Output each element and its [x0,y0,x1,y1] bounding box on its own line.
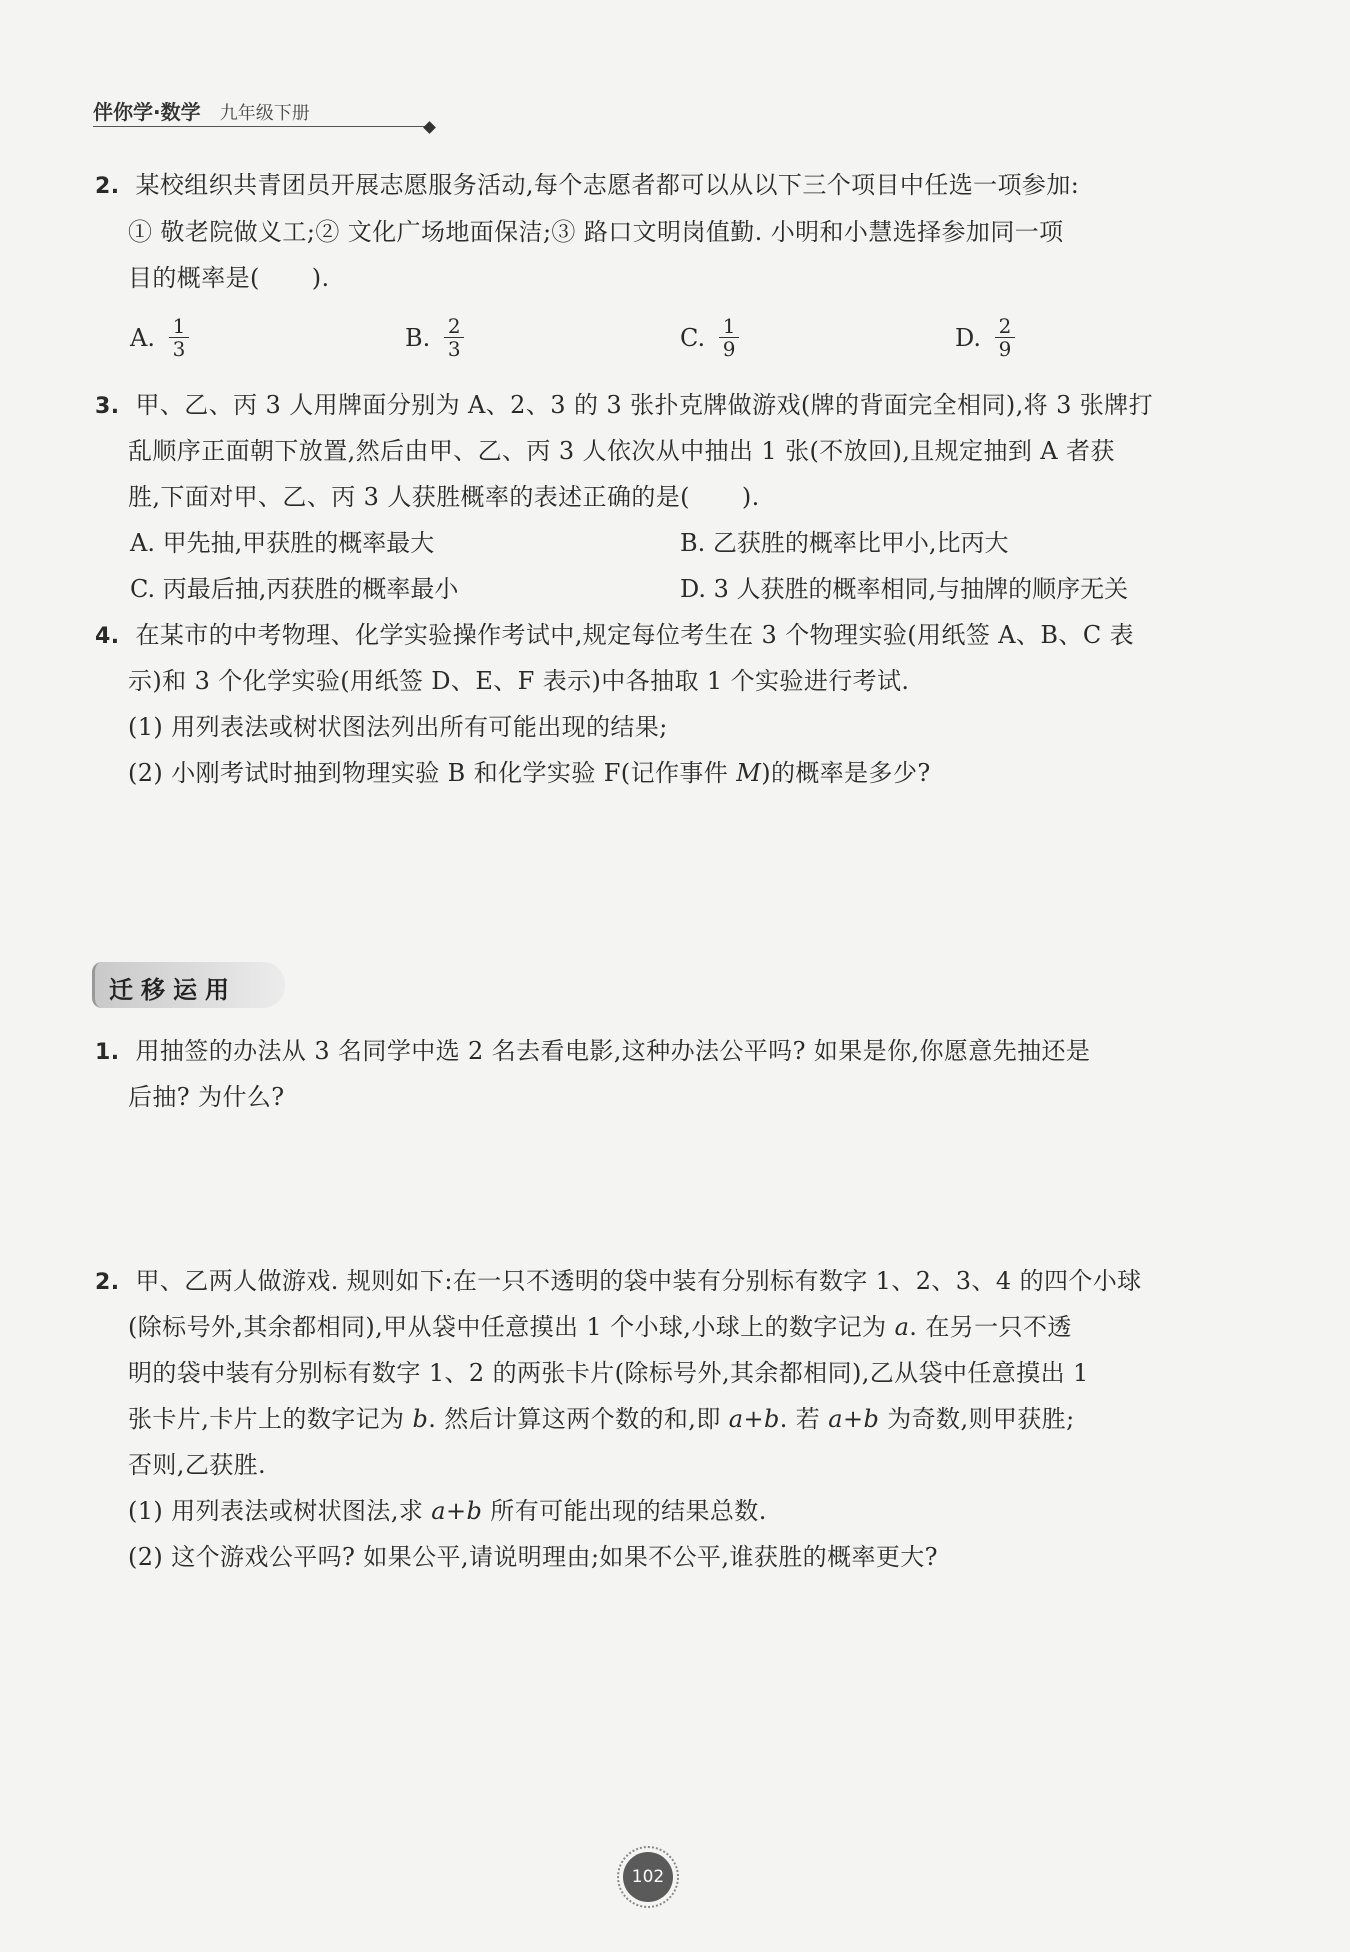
q2-text-3a: 目的概率是( [128,264,260,292]
fraction [444,315,464,360]
q2-text-1: 某校组织共青团员开展志愿服务活动,每个志愿者都可以从以下三个项目中任选一项参加: [135,171,1080,199]
denominator: 9 [722,337,736,361]
book-grade: 九年级下册 [219,103,310,124]
q2-line-2: ① 敬老院做义工;② 文化广场地面保洁;③ 路口文明岗值勤. 小明和小慧选择参加同一项 [128,218,1064,246]
denominator: 3 [172,337,186,361]
option-label: C. [680,323,706,352]
t1-line-1 [95,1036,1090,1068]
q3-option-a: A. 甲先抽,甲获胜的概率最大 [130,529,435,557]
section-title: 迁移运用 [109,976,237,1004]
t2-sub-1a: (1) 用列表法或树状图法,求 [128,1497,432,1525]
numerator: 1 [722,314,736,338]
q3-line-3 [128,482,760,512]
t2-sub-expr: a+b [431,1497,483,1525]
q4-sub-2 [128,758,931,788]
q3-option-b: B. 乙获胜的概率比甲小,比丙大 [680,529,1009,557]
t2-line-4 [128,1404,1075,1434]
t2-var-b: b [412,1405,429,1433]
q4-line-1 [95,620,1134,652]
numerator: 1 [172,314,186,338]
t2-line-5: 否则,乙获胜. [128,1451,267,1479]
t2-text-2b: . 在另一只不透 [909,1313,1072,1341]
denominator: 3 [447,337,461,361]
q3-text-1: 甲、乙、丙 3 人用牌面分别为 A、2、3 的 3 张扑克牌做游戏(牌的背面完全相同),将 3 张牌打 [135,391,1153,419]
book-brand: 伴你学·数学 [93,100,201,124]
denominator: 9 [998,337,1012,361]
fraction [995,315,1015,360]
page-header [93,96,428,127]
q3-line-1 [95,390,1153,422]
numerator: 2 [998,314,1012,338]
page-number-badge [623,1852,673,1902]
q4-event-var: M [736,759,762,787]
q4-sub-2a: (2) 小刚考试时抽到物理实验 B 和化学实验 F(记作事件 [128,759,737,787]
q2-option-a [130,315,189,360]
fraction [719,315,739,360]
t2-line-3: 明的袋中装有分别标有数字 1、2 的两张卡片(除标号外,其余都相同),乙从袋中任意摸出 1 [128,1359,1089,1387]
t2-text-4a: 张卡片,卡片上的数字记为 [128,1405,413,1433]
q4-text-1: 在某市的中考物理、化学实验操作考试中,规定每位考生在 3 个物理实验(用纸签 A、B、C 表 [135,621,1135,649]
q2-line-3 [128,263,330,293]
option-label: A. [130,323,155,352]
t2-text-1: 甲、乙两人做游戏. 规则如下:在一只不透明的袋中装有分别标有数字 1、2、3、4 的四个小球 [135,1267,1142,1295]
numerator: 2 [447,314,461,338]
q2-option-c [680,315,739,360]
t1-line-2: 后抽? 为什么? [128,1083,285,1111]
section-badge [92,962,285,1008]
fraction [169,315,189,360]
t2-line-1 [95,1266,1142,1298]
t2-text-4b: . 然后计算这两个数的和,即 [428,1405,729,1433]
page-number: 102 [631,1867,665,1887]
t2-expr-sum: a+b [728,1405,780,1433]
t2-sub-1 [128,1496,767,1526]
q3-text-3b: ). [741,483,760,511]
q4-sub-2b: )的概率是多少? [761,759,931,787]
t1-number: 1. [95,1040,120,1065]
q2-line-1 [95,170,1079,202]
t2-text-4c: . 若 [779,1405,829,1433]
q4-number: 4. [95,624,120,649]
t2-text-4d: 为奇数,则甲获胜; [879,1405,1075,1433]
diamond-icon [423,121,436,134]
q2-option-d [955,315,1015,360]
q2-text-3b: ). [311,264,330,292]
t2-sub-2: (2) 这个游戏公平吗? 如果公平,请说明理由;如果不公平,谁获胜的概率更大? [128,1543,938,1571]
q3-text-3a: 胜,下面对甲、乙、丙 3 人获胜概率的表述正确的是( [128,483,690,511]
option-label: B. [405,323,431,352]
q3-number: 3. [95,394,120,419]
q3-option-d: D. 3 人获胜的概率相同,与抽牌的顺序无关 [680,575,1129,603]
t2-expr-sum-2: a+b [828,1405,880,1433]
q2-number: 2. [95,174,120,199]
t2-line-2 [128,1312,1072,1342]
q2-option-b [405,315,464,360]
q3-line-2: 乱顺序正面朝下放置,然后由甲、乙、丙 3 人依次从中抽出 1 张(不放回),且规定抽到 A 者获 [128,437,1115,465]
t2-var-a: a [894,1313,910,1341]
t2-number: 2. [95,1270,120,1295]
q4-sub-1: (1) 用列表法或树状图法列出所有可能出现的结果; [128,713,668,741]
option-label: D. [955,323,982,352]
t2-sub-1b: 所有可能出现的结果总数. [482,1497,767,1525]
q4-line-2: 示)和 3 个化学实验(用纸签 D、E、F 表示)中各抽取 1 个实验进行考试. [128,667,910,695]
q3-option-c: C. 丙最后抽,丙获胜的概率最小 [130,575,459,603]
t1-text-1: 用抽签的办法从 3 名同学中选 2 名去看电影,这种办法公平吗? 如果是你,你愿意先抽还是 [135,1037,1091,1065]
t2-text-2a: (除标号外,其余都相同),甲从袋中任意摸出 1 个小球,小球上的数字记为 [128,1313,895,1341]
